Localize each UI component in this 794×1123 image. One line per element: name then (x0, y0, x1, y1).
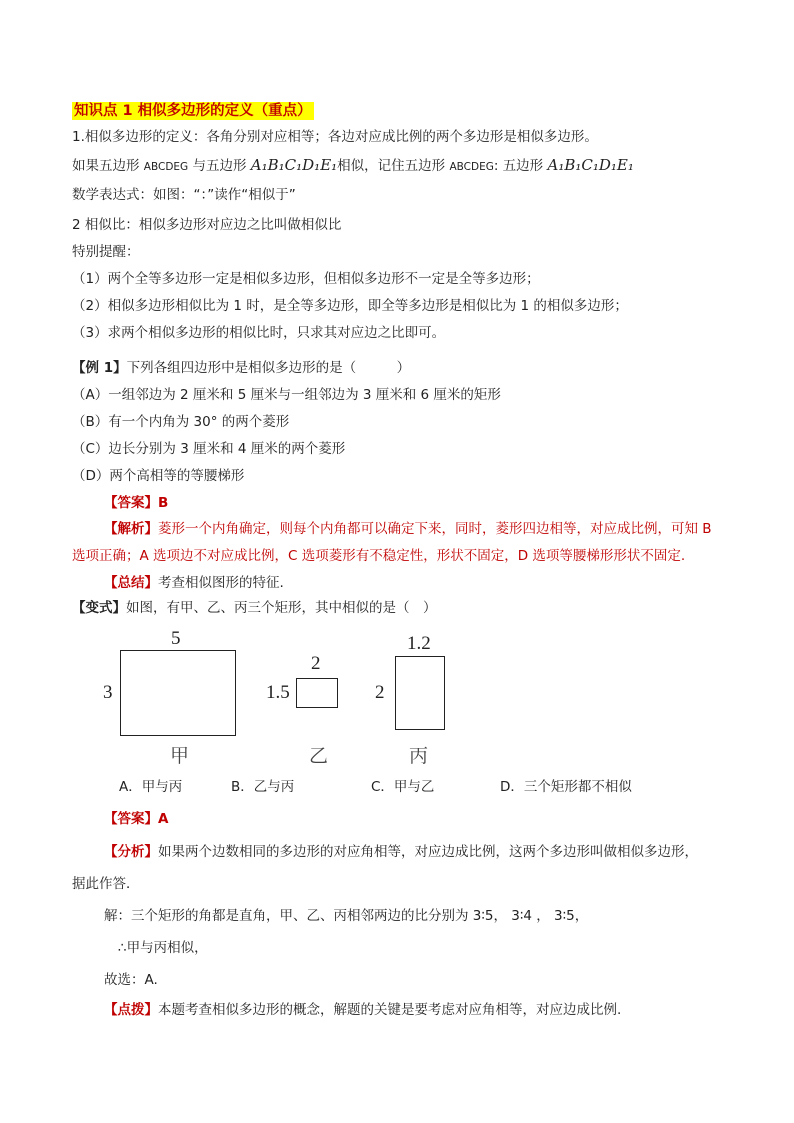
answer-tag: 【答案】 (104, 495, 158, 511)
solution-line: 解：三个矩形的角都是直角，甲、乙、丙相邻两边的比分别为 3∶5， 3∶4 ， 3∶5， (104, 908, 589, 924)
def2-math-1: A₁B₁C₁D₁E₁ (250, 156, 338, 174)
definition-line-5: 特别提醒： (72, 244, 140, 260)
rectangle-jia (120, 650, 236, 736)
choose-suffix: . (153, 972, 158, 988)
bing-top-label: 1.2 (407, 633, 431, 654)
variant-tag: 【变式】 (72, 600, 126, 616)
variant-question: 如图，有甲、乙、丙三个矩形，其中相似的是（ ） (126, 600, 437, 616)
tip-text: 本题考查相似多边形的概念，解题的关键是要考虑对应角相等，对应边成比例. (158, 1002, 622, 1018)
def2-name-e: ABCDEG (449, 161, 494, 173)
definition-line-8: （3）求两个相似多边形的相似比时，只求其对应边之比即可。 (72, 325, 446, 341)
summary-text: 考查相似图形的特征. (158, 575, 284, 591)
bing-name: 丙 (409, 745, 429, 767)
yi-name: 乙 (309, 745, 329, 767)
choose-prefix: 故选： (104, 972, 145, 988)
analysis-text-1: 菱形一个内角确定，则每个内角都可以确定下来，同时，菱形四边相等，对应成比例，可知 B (158, 521, 712, 537)
choice-a: A．甲与丙 (119, 779, 183, 795)
jia-name: 甲 (170, 745, 190, 767)
tip-tag: 【点拨】 (104, 1002, 158, 1018)
def2-text-c: 与五边形 (188, 158, 251, 174)
variant-stem (72, 599, 437, 617)
analysis-tag: 【解析】 (104, 521, 158, 537)
example1-option-a: （A）一组邻边为 2 厘米和 5 厘米与一组邻边为 3 厘米和 6 厘米的矩形 (72, 387, 501, 403)
variant-analysis-line-2: 据此作答． (72, 876, 140, 892)
summary-tag: 【总结】 (104, 575, 158, 591)
definition-line-6: （1）两个全等多边形一定是相似多边形，但相似多边形不一定是全等多边形； (72, 271, 540, 287)
definition-line-1: 1.相似多边形的定义：各角分别对应相等；各边对应成比例的两个多边形是相似多边形。 (72, 129, 598, 145)
fenxi-tag: 【分析】 (104, 844, 158, 860)
example1-summary (104, 574, 284, 592)
answer-value: B (158, 495, 169, 511)
definition-line-7: （2）相似多边形相似比为 1 时，是全等多边形，即全等多边形是相似比为 1 的相似多边形； (72, 298, 628, 314)
choose-line (104, 971, 158, 989)
jia-left-label: 3 (103, 682, 113, 703)
example1-option-b: （B）有一个内角为 30° 的两个菱形 (72, 414, 290, 430)
def2-math-2: A₁B₁C₁D₁E₁ (547, 156, 634, 174)
rectangle-bing (395, 656, 445, 730)
example1-analysis-line-1 (104, 520, 712, 538)
yi-left-label: 1.5 (266, 682, 290, 703)
variant-answer (104, 810, 168, 828)
jia-top-label: 5 (171, 628, 181, 649)
example1-option-d: （D）两个高相等的等腰梯形 (72, 468, 245, 484)
choice-d: D．三个矩形都不相似 (500, 779, 632, 795)
def2-text-f: : 五边形 (493, 158, 548, 174)
fenxi-text-1: 如果两个边数相同的多边形的对应角相等，对应边成比例，这两个多边形叫做相似多边形， (158, 844, 698, 860)
variant-answer-value: A (158, 811, 169, 827)
def2-text-d: 相似，记住五边形 (337, 158, 450, 174)
definition-line-3: 数学表达式：如图：“：”读作“相似于” (72, 187, 296, 203)
example1-question: 下列各组四边形中是相似多边形的是（ ） (126, 360, 411, 376)
example1-stem (72, 359, 410, 377)
example1-analysis-line-2: 选项正确；A 选项边不对应成比例，C 选项菱形有不稳定性，形状不固定，D 选项等腰梯形形状不固定. (72, 548, 686, 564)
definition-line-4: 2 相似比：相似多边形对应边之比叫做相似比 (72, 217, 342, 233)
def2-name-a: ABCDEG (143, 161, 189, 173)
bing-left-label: 2 (375, 682, 385, 703)
tip-line (104, 1001, 621, 1019)
therefore-line: ∴甲与丙相似， (118, 940, 208, 956)
variant-analysis-line-1 (104, 843, 698, 861)
definition-line-2 (72, 156, 634, 176)
choice-c: C．甲与乙 (371, 779, 435, 795)
choose-answer: A (144, 972, 154, 988)
variant-answer-tag: 【答案】 (104, 811, 158, 827)
def2-text-a: 如果五边形 (72, 158, 144, 174)
choice-b: B．乙与丙 (231, 779, 295, 795)
example1-option-c: （C）边长分别为 3 厘米和 4 厘米的两个菱形 (72, 441, 346, 457)
example1-tag: 【例 1】 (72, 360, 127, 376)
yi-top-label: 2 (311, 653, 321, 674)
example1-answer (104, 494, 168, 512)
rectangle-yi (296, 678, 338, 708)
section-heading: 知识点 1 相似多边形的定义（重点） (74, 103, 312, 119)
